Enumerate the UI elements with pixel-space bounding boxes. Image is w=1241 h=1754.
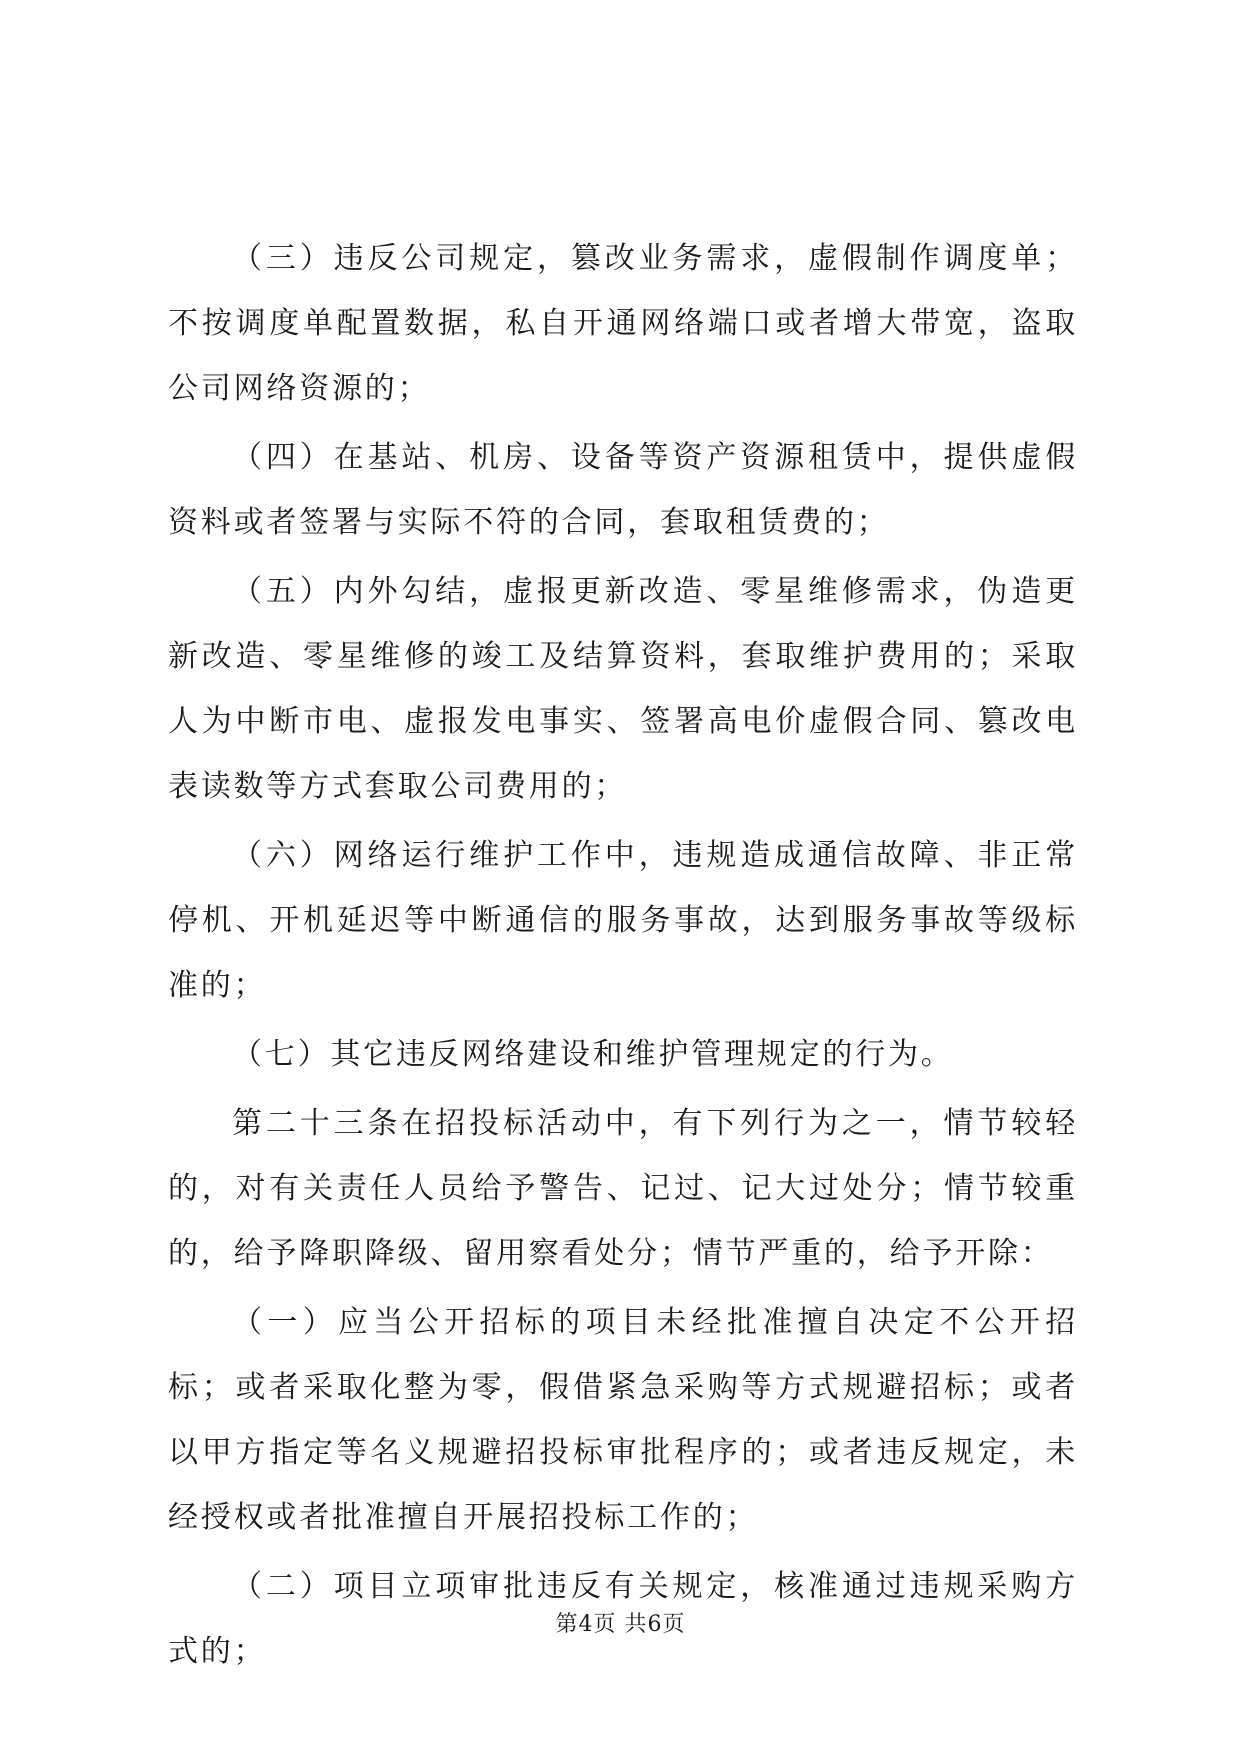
paragraph-item-6: （六）网络运行维护工作中，违规造成通信故障、非正常停机、开机延迟等中断通信的服务事故，达到服务事故等级标准的； xyxy=(168,838,1078,1003)
paragraph-item-7: （七）其它违反网络建设和维护管理规定的行为。 xyxy=(232,1037,954,1072)
paragraph-item-5: （五）内外勾结，虚报更新改造、零星维修需求，伪造更新改造、零星维修的竣工及结算资料，套取维护费用的；采取人为中断市电、虚报发电事实、签署高电价虚假合同、篡改电表读数等方式套取公司费用的； xyxy=(168,574,1078,804)
paragraph-subitem-2: （二）项目立项审批违反有关规定，核准通过违规采购方式的； xyxy=(168,1569,1078,1669)
page-number-footer: 第4页 共6页 xyxy=(555,1612,686,1637)
paragraph-subitem-1: （一）应当公开招标的项目未经批准擅自决定不公开招标；或者采取化整为零，假借紧急采购等方式规避招标；或者以甲方指定等名义规避招投标审批程序的；或者违反规定，未经授权或者批准擅自开展招投标工作的； xyxy=(168,1305,1078,1535)
paragraph-item-3: （三）违反公司规定，篡改业务需求，虚假制作调度单；不按调度单配置数据，私自开通网络端口或者增大带宽，盗取公司网络资源的； xyxy=(168,241,1078,406)
paragraph-article-23: 第二十三条在招投标活动中，有下列行为之一，情节较轻的，对有关责任人员给予警告、记过、记大过处分；情节较重的，给予降职降级、留用察看处分；情节严重的，给予开除： xyxy=(168,1106,1078,1271)
paragraph-item-4: （四）在基站、机房、设备等资产资源租赁中，提供虚假资料或者签署与实际不符的合同，套取租赁费的； xyxy=(168,440,1078,540)
document-body xyxy=(168,226,1078,1688)
